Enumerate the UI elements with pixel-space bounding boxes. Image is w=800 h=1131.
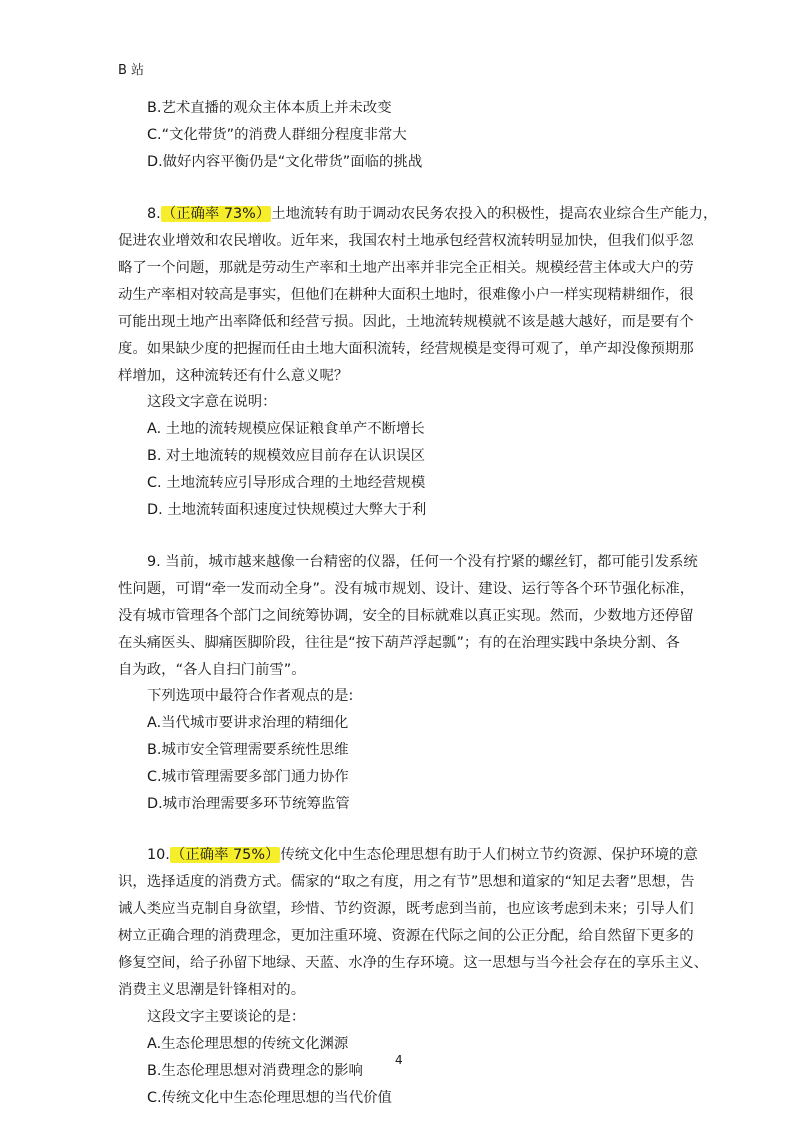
q10-accuracy-highlight: （正确率 75%） — [170, 847, 280, 863]
q8-passage-line: 可能出现土地产出率降低和经营亏损。因此，土地流转规模就不该是越大越好，而是要有个 — [118, 314, 694, 330]
q8-first-line — [147, 204, 717, 224]
q8-option-d: D. 土地流转面积速度过快规模过大弊大于利 — [147, 502, 427, 518]
q8-question: 这段文字意在说明： — [147, 394, 277, 410]
q8-passage-line: 度。如果缺少度的把握而任由土地大面积流转，经营规模是变得可观了，单产却没像预期那 — [118, 341, 694, 357]
q7-option-b: B.艺术直播的观众主体本质上并未改变 — [147, 100, 392, 116]
q10-passage-line: 消费主义思潮是针锋相对的。 — [118, 982, 306, 998]
q8-accuracy-highlight: （正确率 73%） — [161, 206, 271, 222]
q8-option-b: B. 对土地流转的规模效应目前存在认识误区 — [147, 448, 426, 464]
q10-option-a: A.生态伦理思想的传统文化渊源 — [147, 1036, 349, 1052]
q10-first-line — [147, 845, 698, 865]
q10-number: 10. — [147, 847, 170, 863]
q8-passage-line: 动生产率相对较高是事实，但他们在耕种大面积土地时，很难像小户一样实现精耕细作，很 — [118, 287, 694, 303]
q9-passage-line: 9. 当前，城市越来越像一台精密的仪器，任何一个没有拧紧的螺丝钉，都可能引发系统 — [147, 554, 698, 570]
page-number: 4 — [395, 1053, 403, 1067]
q7-option-d: D.做好内容平衡仍是“文化带货”面临的挑战 — [147, 154, 423, 170]
q9-option-b: B.城市安全管理需要系统性思维 — [147, 742, 349, 758]
q9-option-a: A.当代城市要讲求治理的精细化 — [147, 715, 349, 731]
q9-passage-line: 在头痛医头、脚痛医脚阶段，往往是“按下葫芦浮起瓢”；有的在治理实践中条块分割、各 — [118, 635, 680, 651]
header-mark: B 站 — [118, 63, 145, 78]
q10-passage-line: 识，选择适度的消费方式。儒家的“取之有度，用之有节”思想和道家的“知足去奢”思想，告 — [118, 874, 695, 890]
q10-option-c: C.传统文化中生态伦理思想的当代价值 — [147, 1090, 392, 1106]
q10-passage-line: 修复空间，给子孙留下地绿、天蓝、水净的生存环境。这一思想与当今社会存在的享乐主义、 — [118, 955, 709, 971]
q7-option-c: C.“文化带货”的消费人群细分程度非常大 — [147, 127, 407, 143]
q10-passage-line: 诫人类应当克制自身欲望，珍惜、节约资源，既考虑到当前，也应该考虑到未来；引导人们 — [118, 901, 694, 917]
q10-option-b: B.生态伦理思想对消费理念的影响 — [147, 1063, 363, 1079]
q8-passage-line: 略了一个问题，那就是劳动生产率和土地产出率并非完全正相关。规模经营主体或大户的劳 — [118, 260, 694, 276]
q8-option-a: A. 土地的流转规模应保证粮食单产不断增长 — [147, 421, 425, 437]
q9-passage-line: 自为政，“各人自扫门前雪”。 — [118, 662, 306, 678]
q8-passage-line: 促进农业增效和农民增收。近年来，我国农村土地承包经营权流转明显加快，但我们似乎忽 — [118, 233, 694, 249]
q8-passage-line: 土地流转有助于调动农民务农投入的积极性，提高农业综合生产能力， — [271, 206, 718, 222]
q8-passage-line: 样增加，这种流转还有什么意义呢？ — [118, 368, 349, 384]
q8-number: 8. — [147, 206, 161, 222]
q10-question: 这段文字主要谈论的是： — [147, 1009, 306, 1025]
q10-passage-line: 传统文化中生态伦理思想有助于人们树立节约资源、保护环境的意 — [280, 847, 698, 863]
q9-question: 下列选项中最符合作者观点的是: — [147, 688, 354, 704]
q9-passage-line: 性问题，可谓“牵一发而动全身”。没有城市规划、设计、建设、运行等各个环节强化标准， — [118, 581, 695, 597]
q9-option-d: D.城市治理需要多环节统筹监管 — [147, 796, 350, 812]
q8-option-c: C. 土地流转应引导形成合理的土地经营规模 — [147, 475, 426, 491]
q9-option-c: C.城市管理需要多部门通力协作 — [147, 769, 349, 785]
q9-passage-line: 没有城市管理各个部门之间统筹协调，安全的目标就难以真正实现。然而，少数地方还停留 — [118, 608, 694, 624]
q10-passage-line: 树立正确合理的消费理念，更加注重环境、资源在代际之间的公正分配，给自然留下更多的 — [118, 928, 694, 944]
